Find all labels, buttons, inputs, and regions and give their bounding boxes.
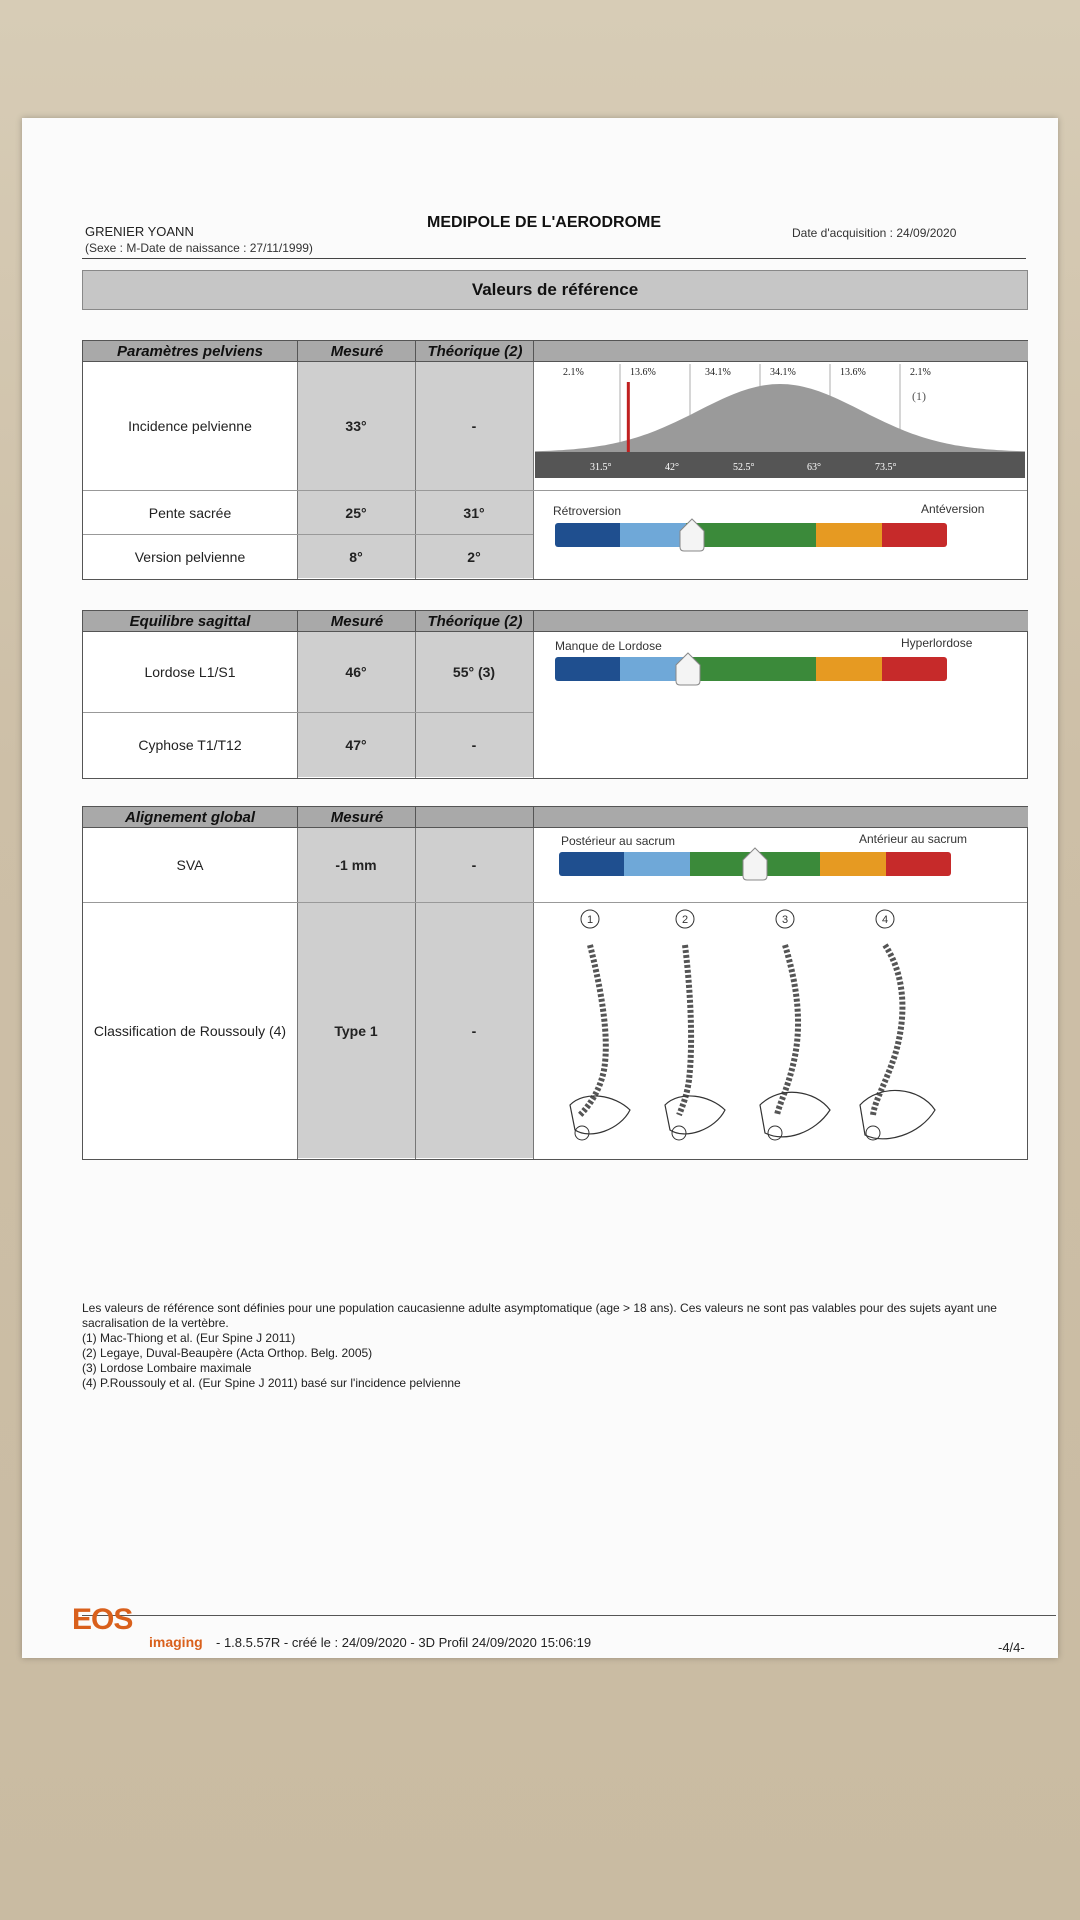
pelvic-header-measured: Mesuré (297, 341, 416, 362)
eos-logo-subtitle: imaging (149, 1634, 203, 1650)
column-divider (533, 362, 534, 579)
theoretical-value: 31° (415, 491, 533, 534)
tick-label: 42° (665, 462, 679, 473)
version-scale-bar (555, 523, 947, 547)
footer-divider (82, 1615, 1056, 1616)
row-divider (83, 712, 533, 713)
percent-label: 2.1% (563, 367, 584, 378)
spine-type-1-icon (570, 910, 630, 1140)
roussouly-spine-types (535, 905, 1025, 1157)
column-divider (297, 828, 298, 1159)
row-label: Pente sacrée (148, 504, 232, 521)
tick-label: 63° (807, 462, 821, 473)
measured-value: -1 mm (297, 828, 415, 902)
column-divider (533, 632, 534, 778)
scale-right-label: Antérieur au sacrum (859, 832, 968, 846)
scale-segment (886, 852, 951, 876)
sagittal-header-chart (533, 611, 1028, 632)
scale-segment (816, 523, 881, 547)
scale-segment (555, 657, 620, 681)
row-divider (83, 902, 1027, 903)
global-header-label: Alignement global (83, 807, 297, 828)
column-divider (415, 828, 416, 1159)
sagittal-balance-table (82, 610, 1028, 779)
page-number: -4/4- (998, 1640, 1025, 1655)
scale-segment (620, 523, 685, 547)
pelvic-parameters-table (82, 340, 1028, 580)
scale-segment (816, 657, 881, 681)
row-label: SVA (176, 857, 204, 873)
measured-value: Type 1 (297, 903, 415, 1158)
footnotes (82, 1301, 1042, 1391)
header-divider (82, 258, 1026, 259)
row-label: Lordose L1/S1 (144, 664, 236, 680)
scale-right-label: Antéversion (921, 502, 985, 516)
scale-segment (559, 852, 624, 876)
row-divider (83, 534, 533, 535)
scale-marker (741, 846, 769, 882)
section-banner: Valeurs de référence (82, 270, 1028, 310)
svg-text:3: 3 (782, 914, 789, 926)
theoretical-value: - (415, 903, 533, 1158)
footnote-ref: (3) Lordose Lombaire maximale (82, 1361, 252, 1375)
scale-left-label: Postérieur au sacrum (561, 834, 676, 848)
scale-segment (751, 657, 816, 681)
row-label: Incidence pelvienne (128, 418, 252, 434)
column-divider (415, 632, 416, 778)
svg-text:4: 4 (882, 914, 889, 926)
measured-value: 33° (297, 362, 415, 490)
pelvic-header-chart (533, 341, 1028, 362)
percent-label: 13.6% (840, 367, 866, 378)
theoretical-value: - (415, 362, 533, 490)
lordosis-scale-bar (555, 657, 947, 681)
footnote-ref: (4) P.Roussouly et al. (Eur Spine J 2011) basé sur l'incidence pelvienne (82, 1376, 461, 1390)
row-divider (533, 490, 1027, 491)
footnote-intro: Les valeurs de référence sont définies pour une population caucasienne adulte asymptomatique (age > 18 ans). Ces valeurs ne sont pas valables pour des sujets ayant une sacralisation de la vertèbre. (82, 1301, 997, 1330)
sagittal-header-theoretical: Théorique (2) (415, 611, 534, 632)
scale-marker (678, 517, 706, 553)
percent-label: 34.1% (705, 367, 731, 378)
pelvic-header-label: Paramètres pelviens (83, 341, 297, 362)
clinic-name: MEDIPOLE DE L'AERODROME (427, 214, 662, 231)
column-divider (297, 632, 298, 778)
tick-label: 31.5° (590, 462, 612, 473)
footnote-ref: (2) Legaye, Duval-Beaupère (Acta Orthop. Belg. 2005) (82, 1346, 373, 1360)
scale-marker (674, 651, 702, 687)
global-header-chart (533, 807, 1028, 828)
column-divider (297, 362, 298, 579)
percent-label: 34.1% (770, 367, 796, 378)
column-divider (415, 362, 416, 579)
eos-logo: EOS (72, 1603, 133, 1636)
footnote-ref: (1) Mac-Thiong et al. (Eur Spine J 2011) (82, 1331, 296, 1345)
scale-segment (751, 523, 816, 547)
scale-segment (555, 523, 620, 547)
percent-label: 2.1% (910, 367, 931, 378)
report-page (22, 118, 1058, 1658)
row-label: Classification de Roussouly (4) (93, 1022, 287, 1039)
measured-value: 25° (297, 491, 415, 534)
normal-curve (535, 384, 1025, 452)
scale-left-label: Rétroversion (553, 504, 622, 518)
spine-type-2-icon (665, 910, 725, 1140)
pelvic-header-theoretical: Théorique (2) (415, 341, 534, 362)
scale-segment (882, 523, 947, 547)
svg-text:1: 1 (587, 914, 594, 926)
row-divider (83, 490, 533, 491)
reference-note: (1) (912, 389, 926, 403)
tick-label: 73.5° (875, 462, 897, 473)
measured-value: 8° (297, 535, 415, 578)
svg-text:2: 2 (682, 914, 689, 926)
scale-segment (820, 852, 885, 876)
incidence-distribution-chart (535, 362, 1025, 482)
acquisition-date: Date d'acquisition : 24/09/2020 (792, 226, 957, 240)
sagittal-header-label: Equilibre sagittal (83, 611, 297, 632)
patient-info: (Sexe : M-Date de naissance : 27/11/1999) (85, 241, 313, 255)
spine-type-4-icon (860, 910, 935, 1140)
measured-value: 46° (297, 632, 415, 712)
scale-segment (882, 657, 947, 681)
row-label: Version pelvienne (134, 548, 246, 565)
global-alignment-table (82, 806, 1028, 1160)
scale-left-label: Manque de Lordose (555, 639, 662, 653)
scale-segment (624, 852, 689, 876)
global-header-empty (415, 807, 534, 828)
scale-right-label: Hyperlordose (901, 636, 973, 650)
theoretical-value: 55° (3) (415, 632, 533, 712)
row-label: Cyphose T1/T12 (138, 737, 242, 753)
column-divider (533, 828, 534, 1159)
patient-name: GRENIER YOANN (85, 224, 194, 239)
measured-value: 47° (297, 713, 415, 777)
sagittal-header-measured: Mesuré (297, 611, 416, 632)
theoretical-value: 2° (415, 535, 533, 578)
theoretical-value: - (415, 713, 533, 777)
global-header-measured: Mesuré (297, 807, 416, 828)
footer-info: - 1.8.5.57R - créé le : 24/09/2020 - 3D Profil 24/09/2020 15:06:19 (216, 1635, 592, 1650)
tick-label: 52.5° (733, 462, 755, 473)
percent-label: 13.6% (630, 367, 656, 378)
spine-type-3-icon (760, 910, 830, 1140)
theoretical-value: - (415, 828, 533, 902)
